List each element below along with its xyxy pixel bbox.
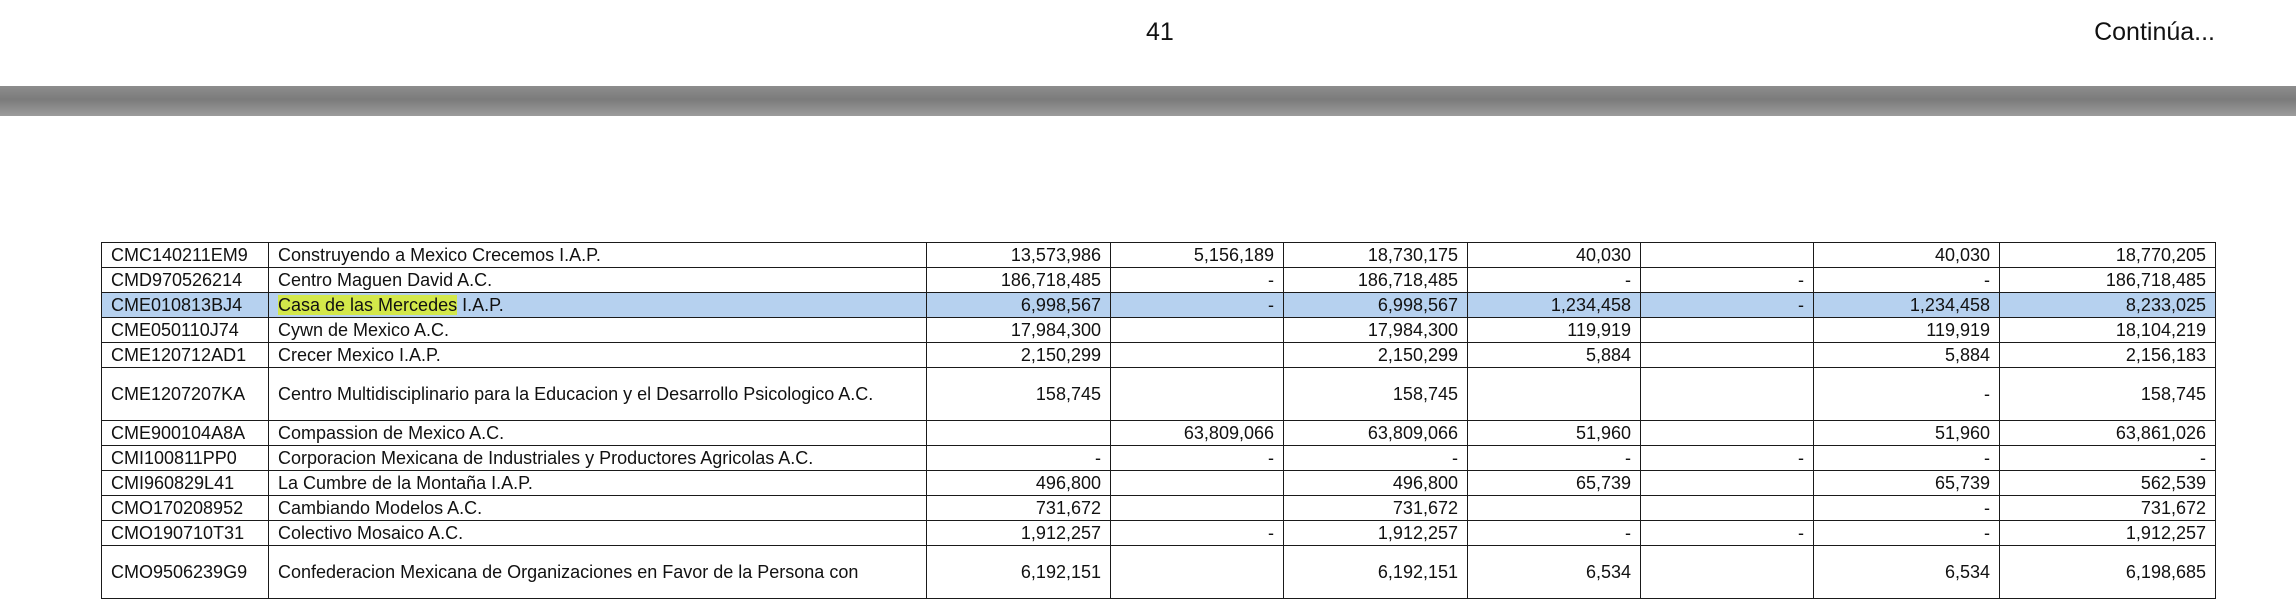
name-cell[interactable]: Colectivo Mosaico A.C. (269, 521, 927, 546)
table-row[interactable] (102, 318, 2216, 343)
value-cell[interactable] (1468, 368, 1641, 421)
total-cell[interactable]: 2,156,183 (2000, 343, 2216, 368)
value-cell[interactable]: - (1814, 521, 2000, 546)
value-cell[interactable]: 6,192,151 (927, 546, 1111, 599)
value-cell[interactable]: 731,672 (927, 496, 1111, 521)
value-cell[interactable]: 1,912,257 (1284, 521, 1468, 546)
value-cell[interactable] (1111, 368, 1284, 421)
value-cell[interactable]: 5,884 (1814, 343, 2000, 368)
name-cell[interactable]: Cywn de Mexico A.C. (269, 318, 927, 343)
rfc-cell[interactable]: CMO9506239G9 (102, 546, 269, 599)
value-cell[interactable]: - (1111, 268, 1284, 293)
search-highlight: Casa de las Mercedes (278, 295, 458, 315)
total-cell[interactable]: 18,770,205 (2000, 243, 2216, 268)
total-cell[interactable]: 1,912,257 (2000, 521, 2216, 546)
value-cell[interactable]: 496,800 (927, 471, 1111, 496)
value-cell[interactable]: - (1284, 446, 1468, 471)
value-cell[interactable]: - (1641, 521, 1814, 546)
total-cell[interactable]: 8,233,025 (2000, 293, 2216, 318)
value-cell[interactable]: 17,984,300 (927, 318, 1111, 343)
name-cell[interactable] (269, 293, 927, 318)
rfc-cell[interactable]: CMD970526214 (102, 268, 269, 293)
value-cell[interactable]: - (927, 446, 1111, 471)
value-cell[interactable] (1111, 343, 1284, 368)
value-cell[interactable] (1641, 343, 1814, 368)
name-cell[interactable]: Crecer Mexico I.A.P. (269, 343, 927, 368)
value-cell[interactable]: 186,718,485 (927, 268, 1111, 293)
rfc-cell[interactable]: CMI960829L41 (102, 471, 269, 496)
value-cell[interactable]: - (1641, 293, 1814, 318)
table-row[interactable] (102, 268, 2216, 293)
value-cell[interactable]: - (1814, 446, 2000, 471)
value-cell[interactable] (1641, 421, 1814, 446)
value-cell[interactable]: 2,150,299 (1284, 343, 1468, 368)
total-cell[interactable]: 18,104,219 (2000, 318, 2216, 343)
value-cell[interactable]: 6,192,151 (1284, 546, 1468, 599)
value-cell[interactable]: - (1468, 268, 1641, 293)
page-number: 41 (1146, 18, 1174, 46)
value-cell[interactable]: 186,718,485 (1284, 268, 1468, 293)
total-cell[interactable]: 186,718,485 (2000, 268, 2216, 293)
value-cell[interactable] (1468, 496, 1641, 521)
table-row[interactable] (102, 343, 2216, 368)
value-cell[interactable]: 63,809,066 (1111, 421, 1284, 446)
rfc-cell[interactable]: CMO170208952 (102, 496, 269, 521)
value-cell[interactable]: 731,672 (1284, 496, 1468, 521)
value-cell[interactable] (1111, 471, 1284, 496)
value-cell[interactable]: - (1111, 521, 1284, 546)
value-cell[interactable] (1111, 496, 1284, 521)
value-cell[interactable]: 6,998,567 (1284, 293, 1468, 318)
value-cell[interactable] (927, 421, 1111, 446)
table-row[interactable] (102, 368, 2216, 421)
value-cell[interactable] (1641, 368, 1814, 421)
value-cell[interactable] (1111, 546, 1284, 599)
value-cell[interactable]: 158,745 (927, 368, 1111, 421)
value-cell[interactable]: - (1814, 368, 2000, 421)
value-cell[interactable]: - (1468, 446, 1641, 471)
rfc-cell[interactable]: CME050110J74 (102, 318, 269, 343)
value-cell[interactable]: 65,739 (1814, 471, 2000, 496)
rfc-cell[interactable]: CMC140211EM9 (102, 243, 269, 268)
rfc-cell[interactable]: CME120712AD1 (102, 343, 269, 368)
value-cell[interactable]: 5,156,189 (1111, 243, 1284, 268)
value-cell[interactable]: 63,809,066 (1284, 421, 1468, 446)
value-cell[interactable]: 5,884 (1468, 343, 1641, 368)
value-cell[interactable] (1641, 243, 1814, 268)
table-row-selected[interactable] (102, 293, 2216, 318)
value-cell[interactable]: 1,234,458 (1468, 293, 1641, 318)
rfc-cell[interactable]: CME1207207KA (102, 368, 269, 421)
rfc-cell[interactable]: CMO190710T31 (102, 521, 269, 546)
value-cell[interactable]: 6,998,567 (927, 293, 1111, 318)
value-cell[interactable]: 65,739 (1468, 471, 1641, 496)
name-cell[interactable]: Compassion de Mexico A.C. (269, 421, 927, 446)
table-row[interactable] (102, 471, 2216, 496)
value-cell[interactable]: 13,573,986 (927, 243, 1111, 268)
value-cell[interactable] (1641, 546, 1814, 599)
value-cell[interactable]: 119,919 (1814, 318, 2000, 343)
value-cell[interactable]: - (1814, 268, 2000, 293)
table-row[interactable] (102, 243, 2216, 268)
value-cell[interactable]: - (1111, 293, 1284, 318)
value-cell[interactable] (1641, 496, 1814, 521)
name-cell[interactable]: Centro Maguen David A.C. (269, 268, 927, 293)
name-cell[interactable]: Cambiando Modelos A.C. (269, 496, 927, 521)
value-cell[interactable]: 18,730,175 (1284, 243, 1468, 268)
value-cell[interactable]: 119,919 (1468, 318, 1641, 343)
value-cell[interactable]: 1,234,458 (1814, 293, 2000, 318)
value-cell[interactable]: 1,912,257 (927, 521, 1111, 546)
value-cell[interactable] (1641, 471, 1814, 496)
total-cell[interactable]: 562,539 (2000, 471, 2216, 496)
value-cell[interactable]: 6,534 (1468, 546, 1641, 599)
table-row[interactable] (102, 446, 2216, 471)
page-separator (0, 86, 2296, 116)
donations-table (101, 242, 2216, 599)
page-footer-area (0, 0, 2296, 86)
value-cell[interactable]: - (1814, 496, 2000, 521)
name-cell[interactable]: Confederacion Mexicana de Organizaciones en Favor de la Persona con (269, 546, 927, 599)
total-cell[interactable]: 731,672 (2000, 496, 2216, 521)
table-row[interactable] (102, 421, 2216, 446)
value-cell[interactable]: 17,984,300 (1284, 318, 1468, 343)
value-cell[interactable]: 40,030 (1468, 243, 1641, 268)
total-cell[interactable]: - (2000, 446, 2216, 471)
total-cell[interactable]: 158,745 (2000, 368, 2216, 421)
rfc-cell[interactable]: CMI100811PP0 (102, 446, 269, 471)
name-cell[interactable]: La Cumbre de la Montaña I.A.P. (269, 471, 927, 496)
total-cell[interactable]: 63,861,026 (2000, 421, 2216, 446)
value-cell[interactable]: - (1641, 446, 1814, 471)
value-cell[interactable]: 51,960 (1468, 421, 1641, 446)
table-row[interactable] (102, 496, 2216, 521)
value-cell[interactable] (1641, 318, 1814, 343)
name-cell[interactable]: Centro Multidisciplinario para la Educacion y el Desarrollo Psicologico A.C. (269, 368, 927, 421)
name-text: I.A.P. (457, 295, 504, 315)
value-cell[interactable]: 2,150,299 (927, 343, 1111, 368)
name-cell[interactable]: Corporacion Mexicana de Industriales y Productores Agricolas A.C. (269, 446, 927, 471)
value-cell[interactable]: - (1468, 521, 1641, 546)
continues-label: Continúa... (2094, 18, 2215, 46)
value-cell[interactable]: - (1111, 446, 1284, 471)
value-cell[interactable]: 40,030 (1814, 243, 2000, 268)
value-cell[interactable]: 496,800 (1284, 471, 1468, 496)
value-cell[interactable]: - (1641, 268, 1814, 293)
value-cell[interactable]: 51,960 (1814, 421, 2000, 446)
value-cell[interactable]: 6,534 (1814, 546, 2000, 599)
table-row[interactable] (102, 546, 2216, 599)
rfc-cell[interactable]: CME900104A8A (102, 421, 269, 446)
rfc-cell[interactable]: CME010813BJ4 (102, 293, 269, 318)
total-cell[interactable]: 6,198,685 (2000, 546, 2216, 599)
table-row[interactable] (102, 521, 2216, 546)
name-cell[interactable]: Construyendo a Mexico Crecemos I.A.P. (269, 243, 927, 268)
value-cell[interactable]: 158,745 (1284, 368, 1468, 421)
value-cell[interactable] (1111, 318, 1284, 343)
